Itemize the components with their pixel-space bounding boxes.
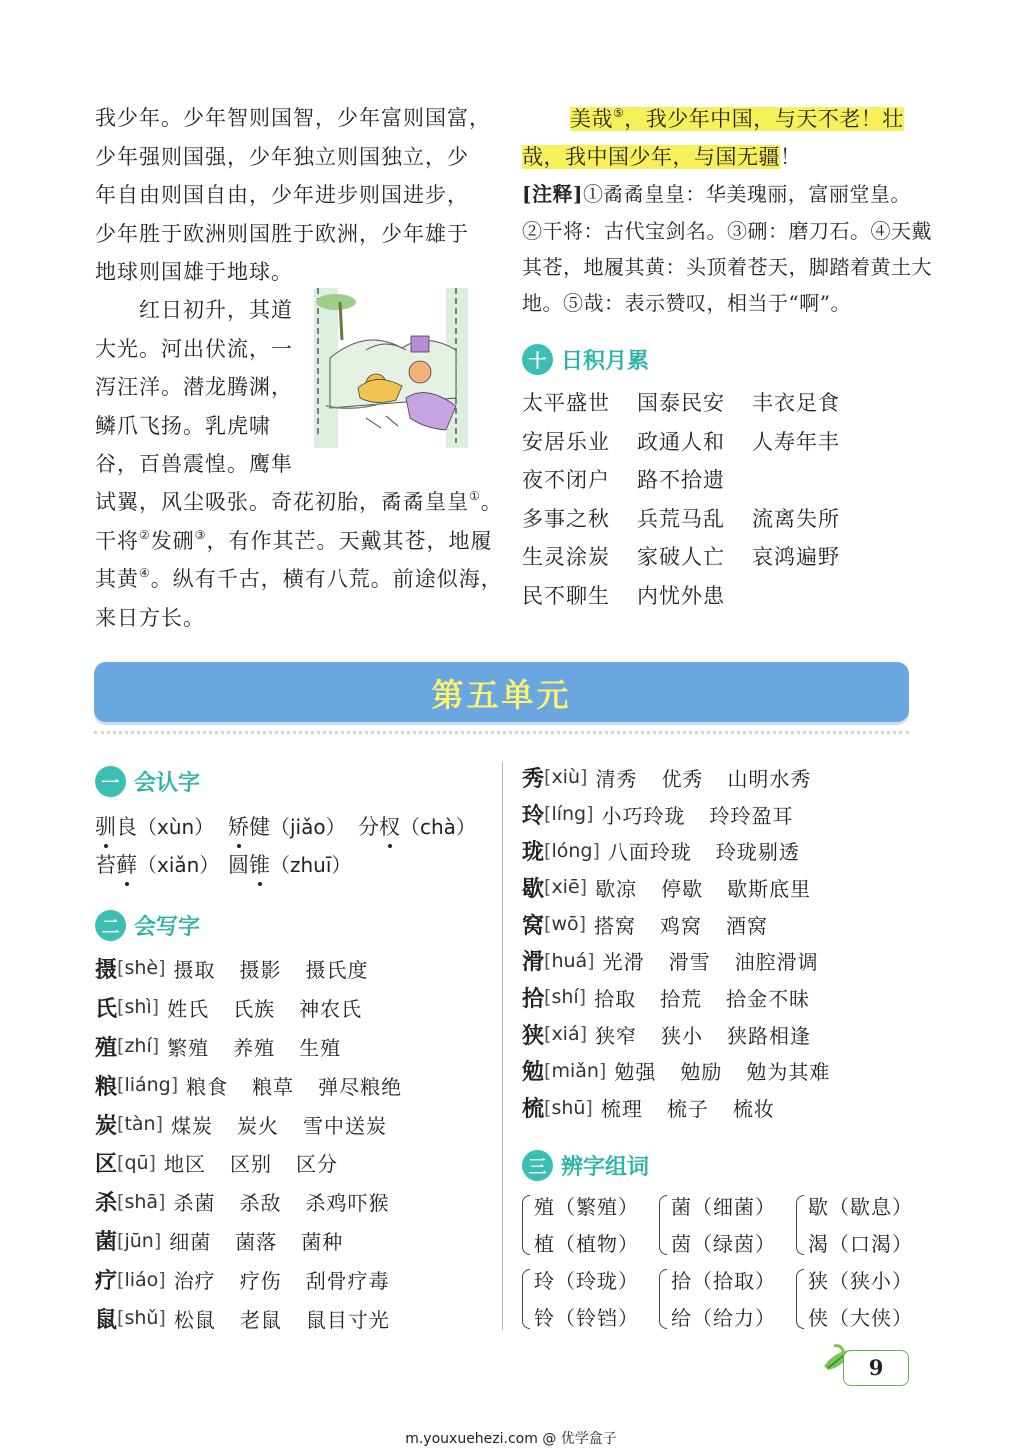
idiom: 路不拾遗 (637, 468, 725, 493)
idiom-row (522, 422, 867, 461)
pinyin-value: líng (551, 803, 587, 826)
word: 滑雪 (668, 950, 711, 975)
write-row (95, 1221, 402, 1260)
unit-banner (94, 662, 909, 722)
word: 区分 (295, 1152, 338, 1177)
pair-item: 菌（细菌） (671, 1195, 776, 1219)
notes-line-3: 其苍，地履其黄：头顶着苍天，脚踏着黄土大 (522, 255, 932, 279)
pinyin: （xùn） (137, 815, 215, 839)
idiom: 家破人亡 (637, 545, 725, 570)
word: 雪中送炭 (303, 1113, 387, 1138)
word: 停歇 (661, 876, 704, 901)
word: 酒窝 (726, 913, 769, 938)
word: 优秀 (661, 766, 704, 791)
char-pair (659, 1263, 796, 1337)
idiom: 流离失所 (752, 506, 840, 531)
write-row (95, 1027, 402, 1066)
brace (659, 1195, 667, 1255)
target-char: 菌 (95, 1229, 118, 1256)
word: 鼠目寸光 (305, 1307, 390, 1332)
word: 炭火 (237, 1113, 279, 1138)
char-pair (522, 1189, 659, 1263)
word: 八面玲珑 (607, 840, 692, 865)
unit-title: 第五单元 (431, 676, 572, 714)
write-row (95, 1299, 402, 1338)
footnote-marker: ① (469, 489, 481, 503)
text-segment: 试翼，风尘吸张。奇花初胎，矞矞皇皇 (95, 490, 469, 514)
pinyin: （zhuī） (270, 853, 352, 877)
word: 摄影 (239, 957, 282, 982)
word: 拾金不昧 (726, 986, 811, 1011)
idiom: 丰衣足食 (752, 391, 840, 416)
recognize-item (95, 811, 214, 841)
recognize-item (228, 849, 351, 879)
recognize-item (358, 811, 476, 841)
pinyin: （chà） (400, 815, 476, 839)
left-paragraph-1 (95, 99, 491, 292)
write-row (522, 796, 830, 833)
write-row (95, 1066, 402, 1105)
pinyin-value: xiù (551, 766, 581, 789)
pair-item: 狭（狭小） (808, 1269, 913, 1293)
target-char: 梳 (522, 1096, 545, 1123)
word: 氏族 (233, 996, 276, 1021)
pinyin-value: xiē (551, 876, 580, 899)
target-char: 疗 (95, 1268, 118, 1295)
char-pair (796, 1189, 933, 1263)
section-title: 日积月累 (561, 349, 650, 374)
idiom: 多事之秋 (522, 506, 610, 531)
section-title: 辨字组词 (561, 1155, 650, 1180)
pinyin: [líng] (544, 803, 594, 826)
text-line: 鳞爪飞扬。乳虎啸 (95, 413, 271, 438)
word: 勉励 (680, 1060, 723, 1085)
target-char: 狭 (522, 1022, 545, 1049)
word: 狭路相逢 (727, 1023, 812, 1048)
group-row (522, 1189, 933, 1263)
pinyin: [xiá] (544, 1023, 588, 1046)
word: 勉为其难 (746, 1060, 831, 1085)
brace (796, 1269, 804, 1329)
write-row (522, 942, 830, 979)
highlighted-line-2 (522, 141, 802, 171)
dotted-divider (94, 731, 909, 734)
char: 圆 (228, 853, 249, 877)
idiom-row (522, 576, 867, 615)
section-badge: 二 (95, 910, 126, 941)
note-text: ①矞矞皇皇：华美瑰丽，富丽堂皇。 (582, 182, 911, 206)
word: 梳妆 (732, 1097, 775, 1122)
idiom-row (522, 460, 867, 499)
word: 粮食 (186, 1074, 229, 1099)
write-row (522, 1016, 830, 1053)
pair-item: 玲（玲珑） (534, 1269, 639, 1293)
write-row (522, 1053, 830, 1090)
notes-line-4: 地。⑤哉：表示赞叹，相当于“啊”。 (522, 291, 851, 315)
word: 老鼠 (239, 1307, 282, 1332)
word: 杀敌 (239, 1191, 282, 1216)
pinyin-value: wō (551, 913, 579, 936)
idiom: 兵荒马乱 (637, 506, 725, 531)
word: 鸡窝 (660, 913, 703, 938)
text-line (95, 560, 503, 599)
write-row (522, 869, 830, 906)
idiom: 国泰民安 (637, 391, 725, 416)
dotted-char: 杈 (379, 811, 400, 841)
word: 狭小 (661, 1023, 704, 1048)
word: 光滑 (602, 950, 645, 975)
idiom-row (522, 383, 867, 422)
pinyin: [tàn] (117, 1113, 163, 1135)
footnote-marker: ⑤ (613, 106, 625, 120)
target-char: 勉 (522, 1059, 545, 1086)
idiom: 内忧外患 (637, 583, 725, 608)
brace (796, 1195, 804, 1255)
idiom: 生灵涂炭 (522, 545, 610, 570)
word: 松鼠 (173, 1307, 216, 1332)
text-segment: 发硎 (150, 528, 195, 553)
word: 弹尽粮绝 (318, 1074, 403, 1099)
target-char: 歇 (522, 875, 545, 902)
pinyin: （jiǎo） (270, 815, 346, 839)
section-badge: 一 (95, 766, 126, 797)
text-line: 大光。河出伏流，一 (95, 336, 293, 361)
word: 摄氏度 (305, 957, 369, 982)
word: 刮骨疗毒 (305, 1269, 390, 1294)
word: 治疗 (173, 1269, 216, 1294)
text-segment: ，有作其芒。天戴其苍，地履 (206, 528, 493, 553)
text-line: 地球则国雄于地球。 (95, 260, 293, 284)
word: 梳理 (600, 1097, 643, 1122)
notes-line-2: ②干将：古代宝剑名。③硎：磨刀石。④天戴 (522, 219, 932, 243)
text-segment: ！ (780, 145, 802, 169)
word: 姓氏 (167, 996, 210, 1021)
pinyin-value: shǔ (124, 1307, 159, 1330)
word: 拾取 (594, 986, 637, 1011)
text-line (95, 483, 503, 522)
pinyin-value: shì (124, 996, 152, 1019)
write-row (95, 988, 402, 1027)
word: 细菌 (169, 1230, 212, 1255)
pinyin: [shì] (117, 996, 160, 1019)
write-row (522, 832, 830, 869)
pinyin: [liáng] (117, 1074, 179, 1097)
char: 苔 (95, 853, 116, 877)
word: 小巧玲珑 (601, 803, 686, 828)
word: 粮草 (252, 1074, 295, 1099)
pinyin-value: huá (551, 949, 588, 972)
pinyin-value: liáng (124, 1074, 171, 1097)
text-segment: ，我少年中国，与天不老！壮 (624, 107, 904, 131)
text-line: 年自由则国自由，少年进步则国进步， (95, 183, 469, 207)
dotted-char: 锥 (249, 849, 270, 879)
text-line: 我少年。少年智则国智，少年富则国富， (95, 106, 491, 130)
notes-label: [注释] (522, 182, 583, 206)
idiom: 人寿年丰 (752, 429, 840, 454)
target-char: 氏 (95, 995, 118, 1022)
pair-item: 茵（绿茵） (671, 1232, 776, 1256)
word: 养殖 (233, 1035, 276, 1060)
pinyin-value: miǎn (551, 1059, 599, 1082)
text-segment: 其黄 (95, 567, 139, 591)
target-char: 窝 (522, 912, 545, 939)
idiom: 夜不闭户 (522, 468, 610, 493)
pinyin: [zhí] (117, 1035, 160, 1058)
word: 生殖 (299, 1035, 342, 1060)
idiom: 哀鸿遍野 (752, 545, 840, 570)
text-line: 少年胜于欧洲则国胜于欧洲，少年雄于 (95, 221, 469, 246)
target-char: 拾 (522, 985, 545, 1012)
char-pair (796, 1263, 933, 1337)
write-row (522, 1089, 830, 1126)
notes-line-1 (522, 178, 911, 207)
section-2-header (95, 910, 200, 941)
pinyin: [huá] (544, 949, 595, 972)
footnote-marker: ③ (194, 527, 207, 542)
pinyin: （xiǎn） (137, 853, 220, 877)
column-divider (502, 762, 503, 1330)
dotted-char: 藓 (116, 849, 137, 879)
pinyin: [xiù] (544, 766, 588, 789)
text-segment: 来日方长。 (95, 605, 205, 630)
recognize-item (95, 849, 219, 879)
write-row (95, 1105, 402, 1144)
text-line (95, 599, 485, 638)
write-row (95, 1182, 402, 1221)
target-char: 玲 (522, 802, 545, 829)
pinyin: [wō] (544, 913, 587, 936)
word: 菌落 (235, 1230, 278, 1255)
pair-item: 殖（繁殖） (534, 1195, 639, 1219)
page-number: 9 (843, 1350, 909, 1386)
idiom-row (522, 499, 867, 538)
word: 歇凉 (595, 876, 638, 901)
write-row (522, 979, 830, 1016)
word: 油腔滑调 (734, 950, 819, 975)
pinyin: [lóng] (544, 839, 600, 862)
pinyin-value: shí (551, 986, 579, 1009)
word: 菌种 (301, 1230, 344, 1255)
pinyin: [qū] (117, 1151, 156, 1174)
pinyin: [shí] (544, 986, 587, 1009)
idiom: 民不聊生 (522, 583, 610, 608)
char: 分 (358, 815, 379, 839)
target-char: 秀 (522, 765, 545, 792)
highlighted-line-1 (570, 103, 904, 133)
word: 拾荒 (660, 986, 703, 1011)
write-list-left (95, 949, 402, 1338)
char: 健 (249, 815, 270, 839)
pair-item: 植（植物） (534, 1232, 639, 1256)
pair-item: 铃（铃铛） (534, 1306, 639, 1330)
pinyin: [xiē] (544, 876, 588, 899)
text-segment: 。 (480, 490, 503, 514)
word: 杀鸡吓猴 (305, 1191, 390, 1216)
text-segment: 。纵有千古，横有八荒。前途似海， (150, 567, 503, 591)
pair-item: 侠（大侠） (808, 1306, 913, 1330)
pinyin: [shā] (117, 1190, 166, 1213)
word: 勉强 (614, 1060, 657, 1085)
dotted-char: 矫 (228, 811, 249, 841)
word: 神农氏 (299, 996, 363, 1021)
character-groups (522, 1189, 933, 1337)
group-row (522, 1263, 933, 1337)
pinyin-value: shū (551, 1096, 586, 1119)
word: 清秀 (595, 766, 638, 791)
char-pair (522, 1263, 659, 1337)
write-row (522, 759, 830, 796)
word: 疗伤 (239, 1269, 282, 1294)
word: 繁殖 (167, 1035, 210, 1060)
section-badge: 十 (522, 344, 553, 375)
target-char: 摄 (95, 956, 118, 983)
target-char: 炭 (95, 1112, 118, 1139)
word: 煤炭 (171, 1113, 213, 1138)
section-3-header (522, 1150, 649, 1181)
pair-item: 给（给力） (671, 1306, 776, 1330)
pinyin: [shǔ] (117, 1307, 166, 1330)
target-char: 粮 (95, 1073, 118, 1100)
recognize-item (228, 811, 346, 841)
footer-watermark: m.youxuehezi.com @ 优学盒子 (405, 1431, 617, 1447)
pair-item: 渴（口渴） (808, 1232, 913, 1256)
pair-item: 拾（拾取） (671, 1269, 776, 1293)
pinyin-value: shè (124, 957, 159, 980)
target-char: 殖 (95, 1034, 118, 1061)
word: 杀菌 (173, 1191, 216, 1216)
write-row (522, 906, 830, 943)
word: 地区 (163, 1152, 206, 1177)
brace (522, 1195, 530, 1255)
pinyin: [liáo] (117, 1268, 166, 1291)
brace (522, 1269, 530, 1329)
text-segment: 干将 (95, 528, 139, 553)
section-10-header (522, 344, 649, 375)
pinyin-value: liáo (124, 1268, 159, 1291)
text-line (95, 522, 493, 561)
target-char: 区 (95, 1151, 118, 1178)
section-badge: 三 (522, 1150, 553, 1181)
idiom-row (522, 537, 867, 576)
pinyin-value: shā (124, 1190, 159, 1213)
section-1-header (95, 766, 200, 797)
pinyin-value: zhí (124, 1035, 152, 1058)
pinyin-value: tàn (124, 1113, 156, 1135)
dragon-illustration (306, 288, 478, 450)
section-title: 会写字 (134, 915, 201, 940)
pinyin: [jūn] (117, 1229, 162, 1252)
write-row (95, 1143, 402, 1182)
idiom: 安居乐业 (522, 429, 610, 454)
left-paragraph-2-rest (95, 483, 503, 637)
pinyin-value: jūn (124, 1229, 154, 1252)
word: 歇斯底里 (727, 876, 812, 901)
pinyin: [shè] (117, 957, 166, 980)
target-char: 杀 (95, 1190, 118, 1217)
pinyin-value: qū (124, 1151, 149, 1174)
text-segment: 美哉 (570, 107, 613, 131)
dotted-char: 驯 (95, 811, 116, 841)
target-char: 滑 (522, 949, 545, 976)
pinyin: [shū] (544, 1096, 593, 1119)
target-char: 鼠 (95, 1306, 118, 1333)
text-line: 谷，百兽震惶。鹰隼 (95, 452, 293, 476)
pinyin: [miǎn] (544, 1059, 607, 1082)
footnote-marker: ② (139, 527, 151, 542)
text-segment: 哉，我中国少年，与国无疆 (522, 145, 780, 169)
pinyin-value: xiá (551, 1023, 580, 1046)
idiom: 太平盛世 (522, 391, 610, 416)
section-title: 会认字 (134, 771, 201, 796)
pair-item: 歇（歇息） (808, 1195, 913, 1219)
text-line: 泻汪洋。潜龙腾渊， (95, 375, 293, 399)
word: 区别 (229, 1152, 272, 1177)
char: 良 (116, 815, 137, 839)
idiom: 政通人和 (637, 429, 725, 454)
text-line: 少年强则国强，少年独立则国独立，少 (95, 144, 469, 169)
pinyin-value: lóng (551, 839, 593, 862)
footnote-marker: ④ (139, 566, 151, 580)
write-row (95, 949, 402, 988)
word: 玲珑剔透 (715, 840, 800, 865)
word: 山明水秀 (727, 766, 812, 791)
write-row (95, 1260, 402, 1299)
word: 搭窝 (594, 913, 637, 938)
target-char: 珑 (522, 839, 545, 866)
word: 摄取 (173, 957, 216, 982)
text-line: 红日初升，其道 (139, 298, 293, 322)
word: 梳子 (666, 1097, 709, 1122)
word: 玲玲盈耳 (709, 803, 794, 828)
brace (659, 1269, 667, 1329)
write-list-right (522, 759, 830, 1126)
word: 狭窄 (595, 1023, 638, 1048)
char-pair (659, 1189, 796, 1263)
left-paragraph-2-wrap (95, 291, 295, 484)
idiom-list (522, 383, 867, 614)
